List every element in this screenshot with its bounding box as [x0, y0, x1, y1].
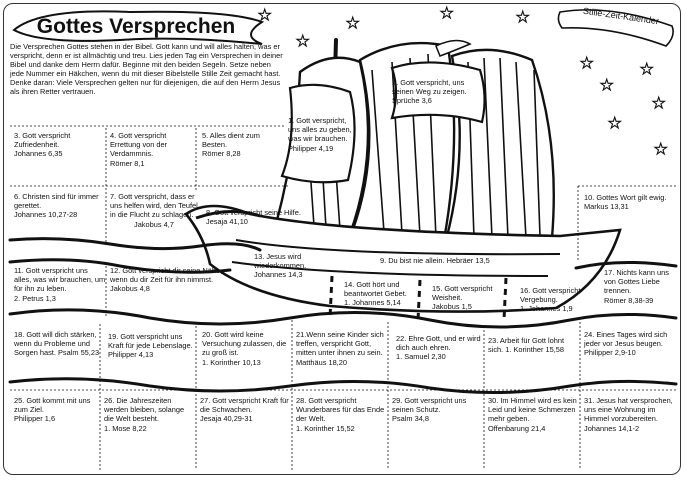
promise-28: [296, 396, 386, 433]
promise-text: 14. Gott hört und beantwortet Gebet.: [344, 280, 407, 299]
promise-ref: Jakobus 4,8: [110, 284, 150, 294]
promise-12: [110, 266, 226, 294]
promise-22: [396, 334, 482, 362]
promise-13: [254, 252, 334, 280]
promise-ref: Jakobus 4,7: [134, 219, 174, 229]
promise-text: 16. Gott verspricht Vergebung.: [520, 286, 581, 305]
promise-27: [200, 396, 290, 424]
promise-4: [110, 131, 196, 168]
promise-31: [584, 396, 676, 433]
promise-ref: Römer 8,38-39: [604, 295, 654, 305]
promise-text: 30. Im Himmel wird es kein Leid und keine Schmerzen mehr geben.: [488, 396, 577, 424]
promise-ref: 1. Johannes 5,14: [344, 298, 401, 308]
promise-ref: Philipper 4,13: [108, 350, 154, 360]
promise-text: 17. Nichts kann uns von Gottes Liebe trennen.: [604, 268, 669, 296]
promise-ref: Jesaja 40,29-31: [200, 414, 253, 424]
promise-6: [14, 192, 104, 220]
promise-ref: 1. Korinther 10,13: [202, 357, 261, 367]
promise-ref: Markus 13,31: [584, 202, 629, 212]
calendar-label: Stille-Zeit-Kalender: [582, 5, 660, 27]
promise-ref: Philipper 2,9-10: [584, 348, 636, 358]
star-icon: ★: [640, 61, 654, 78]
promise-ref: 2. Petrus 1,3: [14, 293, 56, 303]
promise-1: [288, 116, 352, 153]
promise-21: [296, 330, 388, 367]
star-icon: ★: [600, 77, 614, 94]
promise-text: 25. Gott kommt mit uns zum Ziel.: [14, 396, 91, 415]
star-icon: ★: [580, 55, 594, 72]
star-icon: ★: [296, 33, 310, 50]
promise-text: 21.Wenn seine Kinder sich treffen, verspricht Gott, mitten unter ihnen zu sein.: [296, 330, 384, 358]
promise-text: 28. Gott verspricht Wunderbares für das Ende der Welt.: [296, 396, 385, 424]
promise-ref: Johannes 14,3: [254, 270, 303, 280]
promise-text: 9. Du bist nie allein.: [380, 256, 445, 265]
promise-26: [104, 396, 194, 433]
promise-ref: Matthäus 18,20: [296, 357, 347, 367]
promise-24: [584, 330, 674, 358]
intro-text: Die Versprechen Gottes stehen in der Bibel. Gott kann und will alles halten, was er verspricht, denn er ist allmächtig und treu. Lies jeden Tag ein Versprechen in deiner Bibel und danke dem Herrn dafür. Beginne mit den beiden Segeln. Setze neben jede Nummer ein Häkchen, wenn du mit dieser Bibelstelle Stille Zeit gemacht hast. Denke daran: Viele Versprechen gelten nur für diejenigen, die auf den Herrn Jesus als ihren Retter vertrauen.: [10, 42, 283, 97]
promise-text: 10. Gottes Wort gilt ewig.: [584, 193, 667, 202]
promise-ref: Johannes 14,1-2: [584, 423, 640, 433]
promise-text: 13. Jesus wird wiederkommen.: [254, 252, 307, 271]
promise-23: [488, 336, 578, 354]
promise-text: 23. Arbeit für Gott lohnt sich.: [488, 336, 565, 355]
promise-10: [584, 193, 674, 211]
promise-ref: Johannes 6,35: [14, 149, 63, 159]
promise-17: [604, 268, 676, 305]
star-icon: ★: [608, 115, 622, 132]
promise-text: 2. Gott verspricht, uns seinen Weg zu zeigen.: [392, 78, 467, 97]
promise-ref: Römer 8,28: [202, 149, 241, 159]
promise-text: 20. Gott wird keine Versuchung zulassen, die zu groß ist.: [202, 330, 287, 358]
promise-14: [344, 280, 418, 308]
promise-text: 31. Jesus hat versprochen, uns eine Wohnung im Himmel vorzubereiten.: [584, 396, 673, 424]
promise-text: 6. Christen sind für immer gerettet.: [14, 192, 99, 211]
star-icon: ★: [516, 9, 530, 26]
star-icon: ★: [440, 5, 454, 22]
promise-11: [14, 266, 106, 303]
promise-text: 4. Gott verspricht Errettung von der Verdammnis.: [110, 131, 168, 159]
promise-ref: Jakobus 1,5: [432, 302, 472, 312]
promise-text: 11. Gott verspricht uns alles, was wir brauchen, um für ihn zu leben.: [14, 266, 106, 294]
promise-text: 27. Gott verspricht Kraft für die Schwachen.: [200, 396, 289, 415]
promise-text: 3. Gott verspricht Zufriedenheit.: [14, 131, 71, 150]
promise-ref: 1. Korinther 15,58: [505, 345, 565, 355]
promise-text: 1. Gott verspricht, uns alles zu geben, was wir brauchen.: [288, 116, 352, 144]
promise-ref: Psalm 34,8: [392, 414, 429, 424]
promise-5: [202, 131, 282, 159]
promise-20: [202, 330, 290, 367]
promise-text: 12. Gott verspricht dir seine Nähe, wenn du dir Zeit für ihn nimmst.: [110, 266, 223, 285]
promise-25: [14, 396, 100, 424]
star-icon: ★: [654, 141, 668, 158]
promise-3: [14, 131, 104, 159]
promise-text: 8. Gott verspricht seine Hilfe.: [206, 208, 301, 217]
promise-text: 26. Die Jahreszeiten werden bleiben, solange die Welt besteht.: [104, 396, 185, 424]
promise-ref: 1. Johannes 1,9: [520, 304, 573, 314]
star-icon: ★: [652, 95, 666, 112]
promise-text: 15. Gott verspricht Weisheit.: [432, 284, 493, 303]
promise-text: 29. Gott verspricht uns seinen Schutz.: [392, 396, 467, 415]
promise-ref: Römer 8,1: [110, 158, 145, 168]
promise-7: [110, 192, 198, 229]
promise-ref: Sprüche 3,6: [392, 96, 432, 106]
promise-ref: 1. Samuel 2,30: [396, 352, 446, 362]
promise-29: [392, 396, 482, 424]
promise-ref: 1. Mose 8,22: [104, 423, 147, 433]
promise-ref: Offenbarung 21,4: [488, 423, 546, 433]
star-icon: ★: [258, 7, 272, 24]
promise-ref: Psalm 55,23: [57, 348, 100, 358]
promise-16: [520, 286, 586, 314]
promise-9: [380, 256, 530, 265]
promise-2: [392, 78, 482, 106]
promise-text: 7. Gott verspricht, dass er uns helfen wird, den Teufel in die Flucht zu schlagen.: [110, 192, 198, 220]
star-icon: ★: [346, 15, 360, 32]
promise-text: 24. Eines Tages wird sich jeder vor Jesus beugen.: [584, 330, 668, 349]
promise-19: [108, 332, 194, 360]
promise-text: 19. Gott verspricht uns Kraft für jede Lebenslage.: [108, 332, 193, 351]
promise-ref: Philipper 1,6: [14, 414, 56, 424]
promise-ref: Hebräer 13,5: [446, 256, 490, 265]
promise-text: 5. Alles dient zum Besten.: [202, 131, 260, 150]
promise-text: 22. Ehre Gott, und er wird dich auch ehren.: [396, 334, 481, 353]
page-title: Gottes Versprechen: [36, 15, 236, 38]
promise-ref: Philipper 4,19: [288, 143, 334, 153]
promise-15: [432, 284, 504, 312]
promise-8: [206, 208, 316, 226]
promise-18: [14, 330, 100, 358]
promise-30: [488, 396, 578, 433]
promise-ref: 1. Korinther 15,52: [296, 423, 355, 433]
promise-ref: Jesaja 41,10: [206, 217, 248, 227]
promise-ref: Johannes 10,27-28: [14, 210, 78, 220]
promise-text: 18. Gott will dich stärken, wenn du Probleme und Sorgen hast.: [14, 330, 97, 358]
